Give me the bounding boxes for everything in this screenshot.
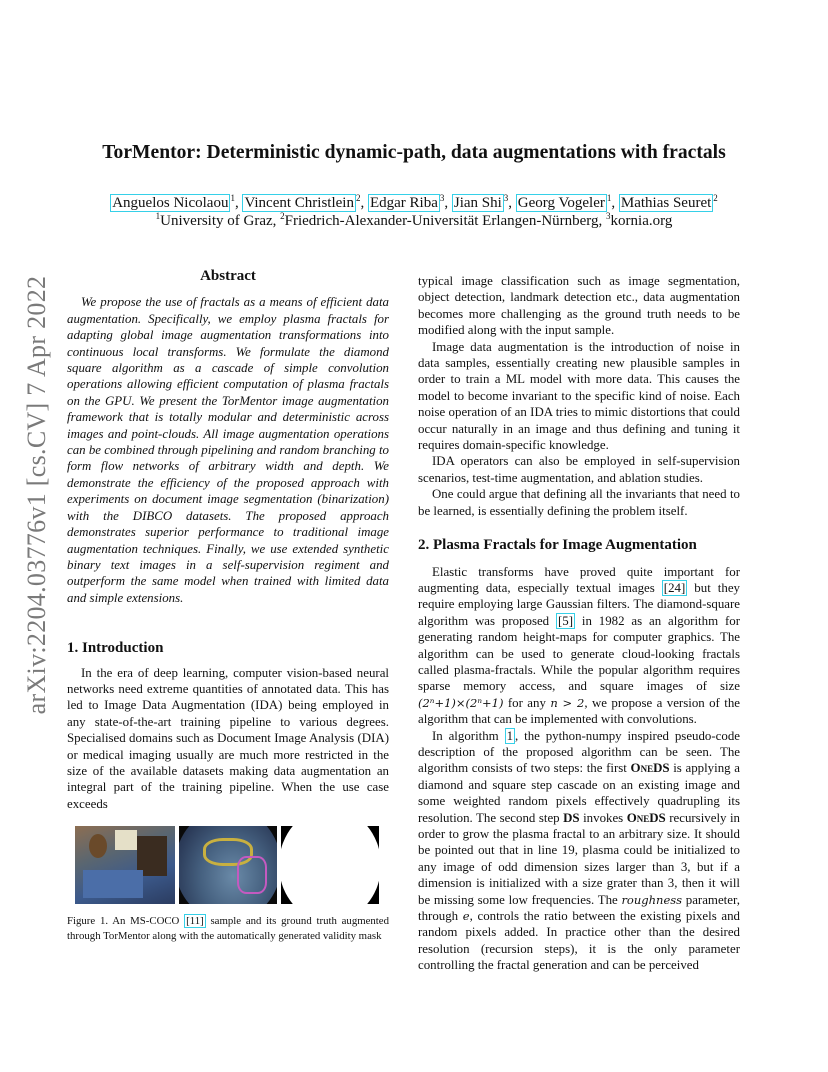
algorithm-link[interactable]: 1 [506,728,514,743]
augmented-image [179,826,277,904]
author-link[interactable]: Mathias Seuret [620,195,712,211]
affiliations: $^1$University of Graz, $^2$Friedrich-Alexander-Universität Erlangen-Nürnberg, $^3$kornia.org [155,211,673,229]
figure-1-images [75,826,385,904]
math-expression: (2ⁿ+1)×(2ⁿ+1) [418,695,504,710]
intro-paragraph: In the era of deep learning, computer vision-based neural networks need extreme quantities of annotated data. This has led to Image Data Augmentation (IDA) being employed in any state-of-the-art training pipeline to various degrees. Specialised domains such as Document Image Analysis (DIA) or medical imaging usually are much more restricted in the size of the available datasets making data augmentation an integral part of the training pipeline. When the use case exceeds [67,665,389,811]
coco-sample-image [75,826,175,904]
intro-heading: 1. Introduction [67,640,164,657]
paper-title: TorMentor: Deterministic dynamic-path, data augmentations with fractals [102,142,726,163]
citation-link[interactable]: [11] [186,915,204,927]
arxiv-stamp [14,275,60,715]
author-list: Anguelos Nicolaou $^1$, Vincent Christlein $^2$, Edgar Riba $^3$, Jian Shi $^3$, Georg Vogeler $^1$, Mathias Seuret $^2$ [112,193,718,211]
paragraph: IDA operators can also be employed in self-supervision scenarios, test-time augmentation, and ablation studies. [418,454,740,485]
abstract-text: We propose the use of fractals as a means of efficient data augmentation. Specifically, we employ plasma fractals for adapting global image augmentation transformations into continuous local transforms. We formulate the diamond square algorithm as a cascade of simple convolution operations allowing efficient computation of plasma fractals on the GPU. We present the TorMentor image augmentation framework that is totally modular and deterministic across images and point-clouds. All image augmentation operations can be combined through pipelining and random branching to form flow networks of arbitrary width and depth. We demonstrate the efficiency of the proposed approach with experiments on document image segmentation (binarization) with the DIBCO datasets. The proposed approach demonstrates superior performance to traditional image augmentation techniques. Finally, we use extended synthetic binary text images in a self-supervision regiment and outperform the same model when trained with limited data and simple extensions. [67,295,389,605]
figure-1-caption: Figure 1. An MS-COCO [11] sample and its ground truth augmented through TorMentor along with the automatically generated validity mask [67,915,389,943]
citation-link[interactable]: [24] [663,580,686,595]
citation-link[interactable]: [5] [557,613,574,628]
arxiv-id: arXiv:2204.03776v1 [cs.CV] 7 Apr 2022 [22,275,51,715]
paragraph: Image data augmentation is the introduction of noise in data samples, essentially creating new plausible samples in order to train a ML model with more data. This causes the model to become invariant to the specific kind of noise. Each noise operation of an IDA tries to mimic distortions that could occur naturally in an image and thus defining and tuning it requires domain-specific knowledge. [418,339,740,453]
author-link[interactable]: Georg Vogeler [517,195,605,211]
right-column [418,273,740,974]
paragraph: Elastic transforms have proved quite important for augmenting data, especially textual images [24] but they require employing large Gaussian filters. The diamond-square algorithm was proposed [5] in 1982 as an algorithm for generating random height-maps for computer graphics. The algorithm can be used to generate cloud-looking fractals called plasma-fractals. While the popular algorithm requires sparse memory access, and square images of size (2ⁿ+1)×(2ⁿ+1) for any n > 2, we propose a version of the algorithm that can be implemented with convolutions. [418,564,741,727]
validity-mask-image [281,826,379,904]
paragraph: One could argue that defining all the invariants that need to be learned, is essentially defining the problem itself. [418,487,740,518]
author-link[interactable]: Edgar Riba [369,195,438,211]
left-column [67,268,389,812]
paragraph: In algorithm 1 , the python-numpy inspired pseudo-code description of the proposed algorithm can be seen. The algorithm consists of two steps: the first OneDS is applying a diamond and square step cascade on an existing image and some weighted random pixels effectively quadrupling its resolution. The second step DS invokes OneDS recursively in order to grow the plasma fractal to an arbitrary size. It should be pointed out that in line 19, plasma could be initialized to any image of odd dimension sizes larger than 3, but if a dimension is initialized with a size grater than 3, then it will be missing some low frequencies. The roughness parameter, through e, controls the ratio between the existing pixels and random pixels added. In practice other than the desired resolution (recursion steps), it is the only parameter controlling the fractal generation and can be perceived [418,728,740,973]
section-2-heading: 2. Plasma Fractals for Image Augmentation [418,537,697,554]
math-expression: n > 2 [550,695,585,710]
paragraph: typical image classification such as image segmentation, object detection, landmark detection etc., data augmentation becomes more challenging as the ground truth needs to be modified along with the input sample. [418,274,740,338]
abstract-heading: Abstract [200,268,256,284]
author-link[interactable]: Vincent Christlein [244,195,354,211]
author-link[interactable]: Jian Shi [453,195,502,211]
author-link[interactable]: Anguelos Nicolaou [112,195,229,211]
